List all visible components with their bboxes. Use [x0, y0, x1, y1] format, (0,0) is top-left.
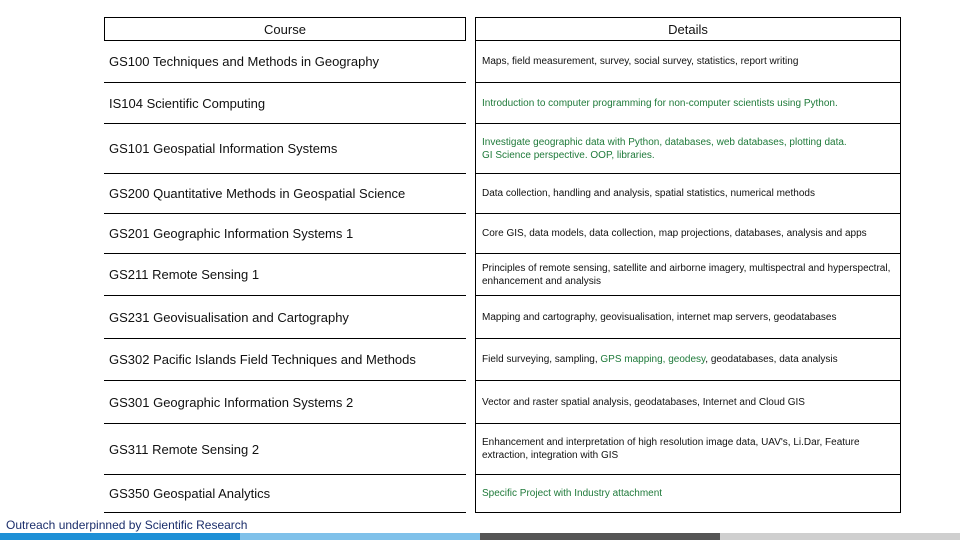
details-text: GPS mapping, geodesy: [600, 354, 706, 365]
footer-bar-grey: [720, 533, 960, 540]
details-text: Core GIS, data models, data collection, map projections, databases, analysis and apps: [482, 228, 867, 239]
details-text: Principles of remote sensing, satellite and airborne imagery, multispectral and hyperspectral, enhancement and analysis: [482, 262, 891, 287]
table-row: [104, 381, 901, 424]
column-header-course: Course: [104, 17, 466, 41]
course-name-cell: GS100 Techniques and Methods in Geography: [104, 41, 466, 83]
footer-bar-dark: [480, 533, 720, 540]
course-name-cell: GS201 Geographic Information Systems 1: [104, 214, 466, 254]
details-text: Investigate geographic data with Python, databases, web databases, plotting data.: [482, 136, 847, 148]
course-name-cell: GS231 Geovisualisation and Cartography: [104, 296, 466, 339]
details-text: GI Science perspective. OOP, libraries.: [482, 149, 655, 161]
course-details-cell: [475, 83, 901, 124]
table-row: [104, 424, 901, 475]
footer-text: Outreach underpinned by Scientific Research: [6, 518, 248, 532]
course-details-cell: [475, 41, 901, 83]
details-text: Maps, field measurement, survey, social survey, statistics, report writing: [482, 56, 799, 67]
column-header-details: Details: [475, 17, 901, 41]
details-text: Field surveying, sampling,: [482, 354, 601, 365]
table-row: [104, 83, 901, 124]
details-text: Vector and raster spatial analysis, geodatabases, Internet and Cloud GIS: [482, 396, 805, 408]
table-row: [104, 339, 901, 381]
course-details-cell: [475, 339, 901, 381]
table-row: [104, 124, 901, 174]
course-name-cell: GS101 Geospatial Information Systems: [104, 124, 466, 174]
details-text: Mapping and cartography, geovisualisation, internet map servers, geodatabases: [482, 311, 837, 323]
course-name-cell: GS200 Quantitative Methods in Geospatial Science: [104, 174, 466, 214]
course-name-cell: GS211 Remote Sensing 1: [104, 254, 466, 296]
course-details-cell: [475, 124, 901, 174]
course-details-cell: [475, 296, 901, 339]
details-text: Data collection, handling and analysis, spatial statistics, numerical methods: [482, 188, 815, 199]
table-row: [104, 41, 901, 83]
course-details-cell: [475, 475, 901, 513]
course-name-cell: GS301 Geographic Information Systems 2: [104, 381, 466, 424]
footer-bar-light: [240, 533, 480, 540]
table-row: [104, 214, 901, 254]
details-text: Introduction to computer programming for non-computer scientists using Python.: [482, 97, 838, 109]
course-details-cell: [475, 214, 901, 254]
course-name-cell: IS104 Scientific Computing: [104, 83, 466, 124]
course-name-cell: GS350 Geospatial Analytics: [104, 475, 466, 513]
course-details-cell: [475, 254, 901, 296]
footer-bar-blue: [0, 533, 240, 540]
details-text: Specific Project with Industry attachment: [482, 488, 663, 499]
table-row: [104, 475, 901, 513]
table-row: [104, 174, 901, 214]
course-name-cell: GS302 Pacific Islands Field Techniques and Methods: [104, 339, 466, 381]
course-details-cell: [475, 381, 901, 424]
course-name-cell: GS311 Remote Sensing 2: [104, 424, 466, 475]
course-details-cell: [475, 174, 901, 214]
course-details-cell: [475, 424, 901, 475]
details-text: Enhancement and interpretation of high resolution image data, UAV's, Li.Dar, Feature extraction, integration with GIS: [482, 437, 860, 461]
table-row: [104, 254, 901, 296]
details-text: , geodatabases, data analysis: [705, 354, 838, 365]
table-row: [104, 296, 901, 339]
